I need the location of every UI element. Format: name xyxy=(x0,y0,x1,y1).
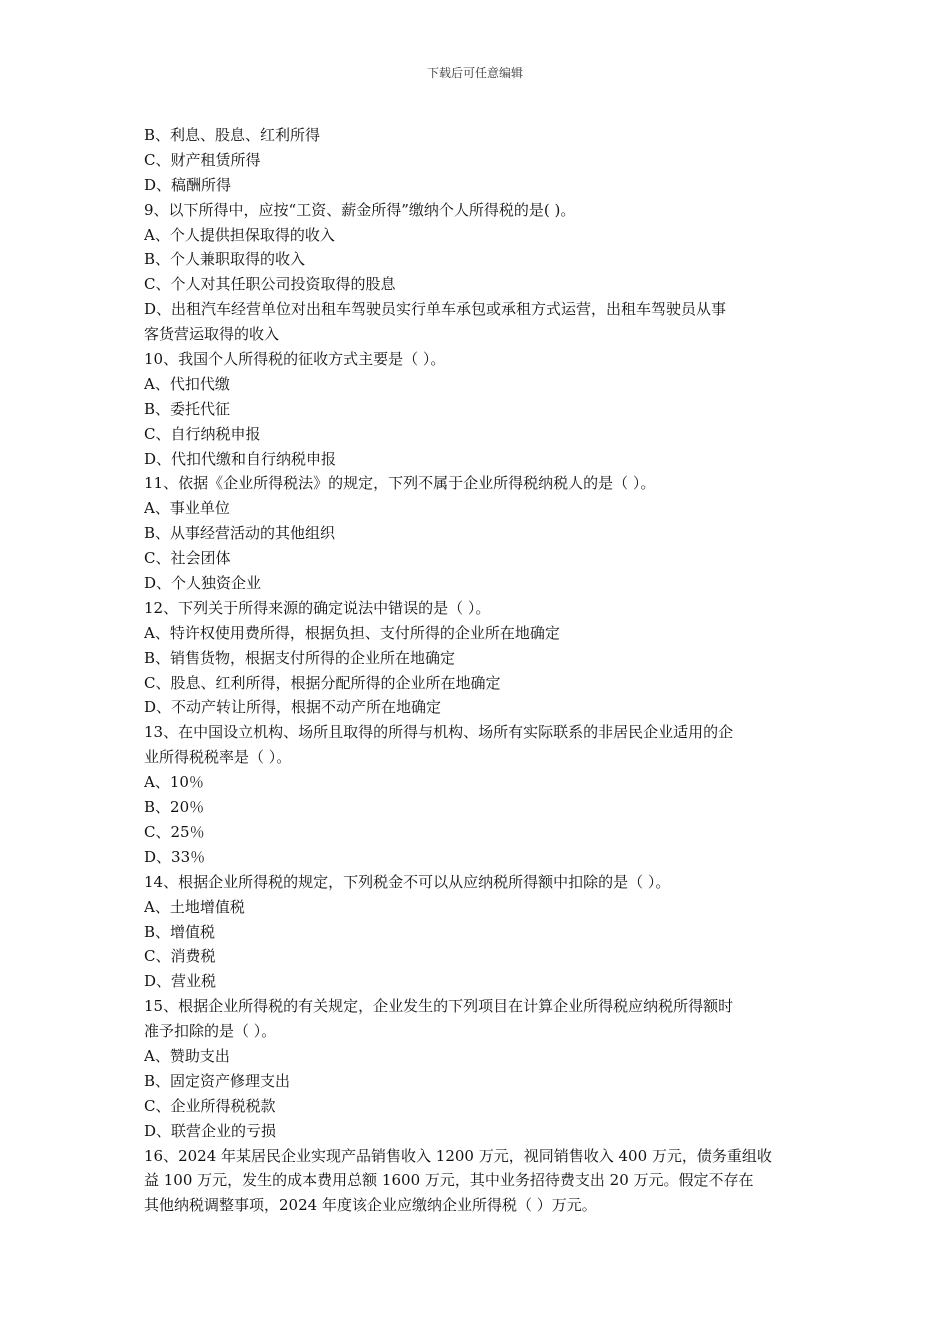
text-line: D、不动产转让所得，根据不动产所在地确定 xyxy=(144,698,442,717)
text-line: 准予扣除的是（ ）。 xyxy=(144,1022,277,1041)
text-line: C、企业所得税税款 xyxy=(144,1096,276,1115)
text-line: A、代扣代缴 xyxy=(144,374,230,393)
text-line: B、利息、股息、红利所得 xyxy=(144,126,321,144)
question-16: 16、2024 年某居民企业实现产品销售收入 1200 万元，视同销售收入 400 万元，债务重组收 xyxy=(144,1146,772,1165)
text-line: C、个人对其任职公司投资取得的股息 xyxy=(144,275,396,294)
text-line: 益 100 万元，发生的成本费用总额 1600 万元，其中业务招待费支出 20 万元。假定不存在 xyxy=(144,1171,754,1190)
question-15: 15、根据企业所得税的有关规定，企业发生的下列项目在计算企业所得税应纳税所得额时 xyxy=(144,997,734,1016)
text-line: B、固定资产修理支出 xyxy=(144,1071,291,1090)
question-14: 14、根据企业所得税的规定，下列税金不可以从应纳税所得额中扣除的是（ ）。 xyxy=(144,872,671,891)
text-line: C、25％ xyxy=(144,822,205,841)
text-line: B、销售货物，根据支付所得的企业所在地确定 xyxy=(144,648,456,667)
question-12: 12、下列关于所得来源的确定说法中错误的是（ ）。 xyxy=(144,598,491,617)
text-line: A、10％ xyxy=(144,773,204,792)
text-line: A、个人提供担保取得的收入 xyxy=(144,225,335,244)
question-13: 13、在中国设立机构、场所且取得的所得与机构、场所有实际联系的非居民企业适用的企 xyxy=(144,723,734,742)
text-line: C、自行纳税申报 xyxy=(144,424,261,443)
question-9: 9、以下所得中，应按“工资、薪金所得”缴纳个人所得税的是( )。 xyxy=(144,200,576,219)
text-line: D、33％ xyxy=(144,847,206,866)
text-line: C、财产租赁所得 xyxy=(144,150,261,169)
text-line: A、赞助支出 xyxy=(144,1046,230,1065)
text-line: 业所得税税率是（ ）。 xyxy=(144,748,292,767)
text-line: B、委托代征 xyxy=(144,399,231,418)
question-11: 11、依据《企业所得税法》的规定，下列不属于企业所得税纳税人的是（ ）。 xyxy=(144,474,656,493)
text-line: A、事业单位 xyxy=(144,499,230,518)
text-line: D、出租汽车经营单位对出租车驾驶员实行单车承包或承租方式运营，出租车驾驶员从事 xyxy=(144,300,727,319)
text-line: 其他纳税调整事项，2024 年度该企业应缴纳企业所得税（ ）万元。 xyxy=(144,1196,597,1215)
text-line: B、个人兼职取得的收入 xyxy=(144,250,306,269)
text-line: 客货营运取得的收入 xyxy=(144,325,280,344)
text-line: C、消费税 xyxy=(144,947,216,966)
page-header-note: 下载后可任意编辑 xyxy=(426,66,523,80)
text-line: C、股息、红利所得，根据分配所得的企业所在地确定 xyxy=(144,673,501,692)
question-10: 10、我国个人所得税的征收方式主要是（ ）。 xyxy=(144,350,446,369)
document-body xyxy=(144,123,808,1218)
text-line: D、代扣代缴和自行纳税申报 xyxy=(144,449,337,468)
text-line: C、社会团体 xyxy=(144,549,231,568)
text-line: B、20％ xyxy=(144,798,205,817)
text-line: D、营业税 xyxy=(144,972,217,991)
text-line: A、特许权使用费所得，根据负担、支付所得的企业所在地确定 xyxy=(144,623,560,642)
text-line: A、土地增值税 xyxy=(144,897,245,916)
text-line: B、增值税 xyxy=(144,922,216,941)
text-line: B、从事经营活动的其他组织 xyxy=(144,524,336,543)
text-line: D、联营企业的亏损 xyxy=(144,1121,277,1140)
text-line: D、个人独资企业 xyxy=(144,574,262,593)
text-line: D、稿酬所得 xyxy=(144,175,232,194)
